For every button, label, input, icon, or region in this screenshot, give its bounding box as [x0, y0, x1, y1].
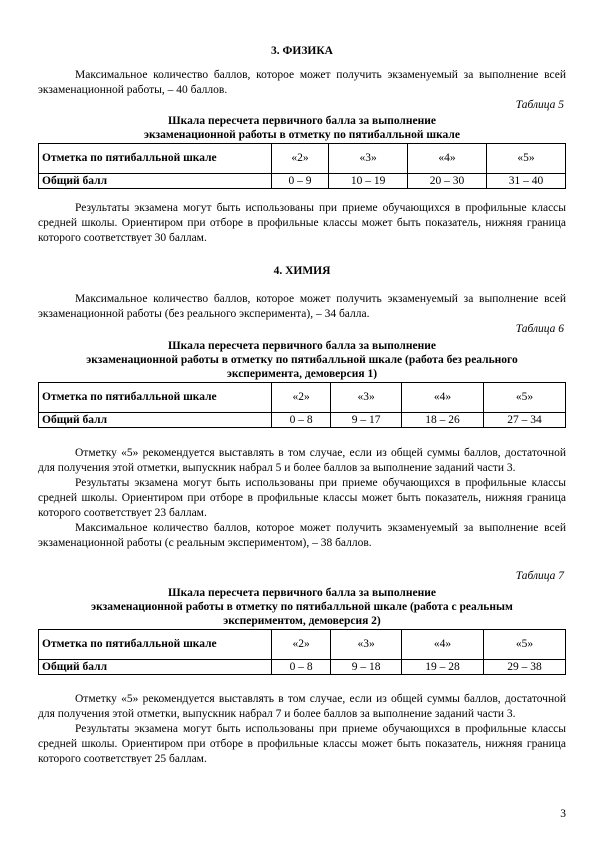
caption-line: Шкала пересчета первичного балла за выполнение [168, 587, 436, 599]
table-6-caption [38, 339, 566, 381]
table-6-label: Таблица 6 [515, 323, 564, 335]
table-5 [38, 143, 566, 189]
caption-line: экзаменационной работы в отметку по пятибалльной шкале (работа с реальным [91, 601, 513, 613]
row-label-grade: Отметка по пятибалльной шкале [39, 144, 272, 174]
grade-cell: «2» [272, 144, 329, 174]
caption-line: экзаменационной работы в отметку по пятибалльной шкале (работа без реального [86, 354, 518, 366]
chemistry-body-1 [38, 446, 566, 551]
chemistry-intro-experiment: Максимальное количество баллов, которое может получить экзаменуемый за выполнение всей экзаменационной работы (с реальным экспериментом), – 38 баллов. [38, 522, 566, 549]
chemistry-body-2 [38, 692, 566, 767]
table-6 [38, 382, 566, 428]
grade-cell: «4» [401, 383, 483, 413]
row-label-grade: Отметка по пятибалльной шкале [39, 630, 272, 660]
table-7-note: Результаты экзамена могут быть использованы при приеме обучающихся в профильные классы средней школы. Ориентиром при отборе в профильные классы может быть показатель, нижняя граница которого соответствует 25 баллам. [38, 723, 566, 765]
row-label-grade: Отметка по пятибалльной шкале [39, 383, 272, 413]
score-cell: 0 – 9 [272, 174, 329, 189]
grade-cell: «3» [331, 383, 402, 413]
caption-line: Шкала пересчета первичного балла за выполнение [168, 340, 436, 352]
physics-note-text: Результаты экзамена могут быть использованы при приеме обучающихся в профильные классы средней школы. Ориентиром при отборе в профильные классы может быть показатель, нижняя граница которого соответствует 30 баллам. [38, 202, 566, 244]
grade-cell: «3» [331, 630, 402, 660]
grade-cell: «5» [483, 383, 565, 413]
page-number: 3 [560, 808, 566, 820]
score-cell: 20 – 30 [408, 174, 487, 189]
score-cell: 0 – 8 [272, 660, 331, 675]
score-cell: 19 – 28 [401, 660, 483, 675]
chemistry-intro-text: Максимальное количество баллов, которое может получить экзаменуемый за выполнение всей экзаменационной работы (без реального эксперимента), – 34 балла. [38, 293, 566, 320]
table-6-recommendation: Отметку «5» рекомендуется выставлять в том случае, если из общей суммы баллов, достаточной для получения этой отметки, выпускник набрал 5 и более баллов за выполнение заданий части 3. [38, 447, 566, 474]
table-row [39, 630, 566, 660]
row-label-score: Общий балл [39, 174, 272, 189]
section-heading-chemistry: 4. ХИМИЯ [273, 265, 331, 277]
table-row [39, 660, 566, 675]
table-5-caption [38, 114, 566, 142]
score-cell: 29 – 38 [483, 660, 565, 675]
score-cell: 27 – 34 [483, 413, 565, 428]
physics-intro-text: Максимальное количество баллов, которое может получить экзаменуемый за выполнение всей экзаменационной работы, – 40 баллов. [38, 69, 566, 96]
table-row [39, 144, 566, 174]
score-cell: 10 – 19 [329, 174, 408, 189]
table-row [39, 383, 566, 413]
grade-cell: «2» [272, 630, 331, 660]
score-cell: 31 – 40 [487, 174, 566, 189]
score-cell: 9 – 18 [331, 660, 402, 675]
table-7-caption [38, 586, 566, 628]
grade-cell: «3» [329, 144, 408, 174]
grade-cell: «5» [487, 144, 566, 174]
chemistry-intro [38, 292, 566, 322]
table-7-recommendation: Отметку «5» рекомендуется выставлять в том случае, если из общей суммы баллов, достаточной для получения этой отметки, выпускник набрал 7 и более баллов за выполнение заданий части 3. [38, 693, 566, 720]
row-label-score: Общий балл [39, 660, 272, 675]
score-cell: 9 – 17 [331, 413, 402, 428]
table-row [39, 174, 566, 189]
caption-line: эксперимента, демоверсия 1) [226, 368, 378, 380]
score-cell: 0 – 8 [272, 413, 331, 428]
caption-line: экзаменационной работы в отметку по пятибалльной шкале [144, 129, 460, 141]
table-7 [38, 629, 566, 675]
physics-intro [38, 68, 566, 98]
table-6-note: Результаты экзамена могут быть использованы при приеме обучающихся в профильные классы средней школы. Ориентиром при отборе в профильные классы может быть показатель, нижняя граница которого соответствует 23 баллам. [38, 477, 566, 519]
caption-line: экспериментом, демоверсия 2) [223, 615, 381, 627]
grade-cell: «5» [483, 630, 565, 660]
grade-cell: «4» [401, 630, 483, 660]
row-label-score: Общий балл [39, 413, 272, 428]
grade-cell: «2» [272, 383, 331, 413]
table-5-label: Таблица 5 [515, 99, 564, 111]
section-heading-physics: 3. ФИЗИКА [271, 45, 333, 57]
caption-line: Шкала пересчета первичного балла за выполнение [168, 115, 436, 127]
physics-note [38, 201, 566, 246]
grade-cell: «4» [408, 144, 487, 174]
table-7-label: Таблица 7 [515, 570, 564, 582]
score-cell: 18 – 26 [401, 413, 483, 428]
table-row [39, 413, 566, 428]
